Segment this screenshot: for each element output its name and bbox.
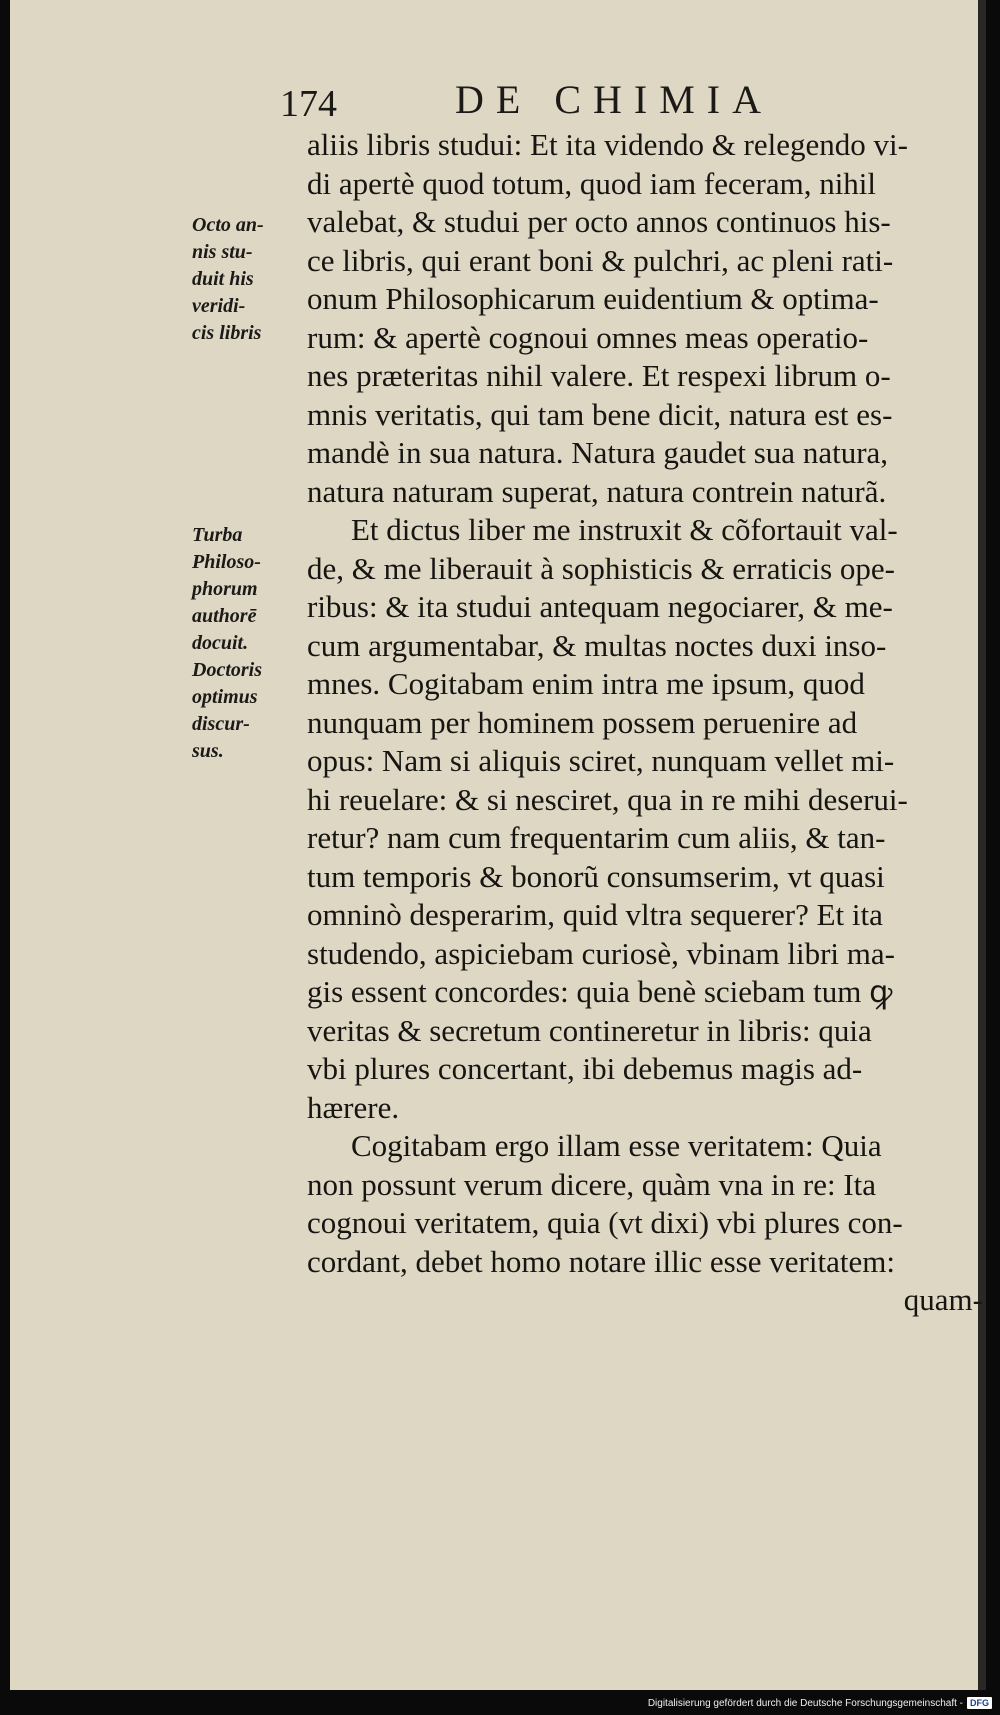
marginal-line: duit his xyxy=(192,268,254,290)
marginal-note-1 xyxy=(192,212,292,347)
text-line: nunquam per hominem possem peruenire ad xyxy=(307,704,858,740)
digitization-credit: Digitalisierung gefördert durch die Deutsche Forschungsgemeinschaft - xyxy=(647,1697,963,1709)
text-line: retur? nam cum frequentarim cum aliis, & tan- xyxy=(307,820,886,855)
marginal-line: docuit. xyxy=(192,632,249,654)
marginal-line: cis libris xyxy=(192,322,262,344)
text-line: mnis veritatis, qui tam bene dicit, natura est es- xyxy=(307,396,893,432)
body-text xyxy=(307,126,983,1320)
text-line: studendo, aspiciebam curiosè, vbinam libri ma- xyxy=(307,935,895,971)
text-line: veritas & secretum contineretur in libris: quia xyxy=(307,1012,872,1048)
text-line: aliis libris studui: Et ita videndo & relegendo vi- xyxy=(307,127,908,162)
text-line: di apertè quod totum, quod iam feceram, nihil xyxy=(307,165,877,201)
text-line: cordant, debet homo notare illic esse veritatem: xyxy=(307,1243,895,1279)
text-line: opus: Nam si aliquis sciret, nunquam vellet mi- xyxy=(307,743,895,778)
marginal-line: optimus xyxy=(192,686,258,708)
text-line: mnes. Cogitabam enim intra me ipsum, quod xyxy=(307,666,865,701)
marginal-line: authorē xyxy=(192,605,257,627)
text-line: vbi plures concertant, ibi debemus magis ad- xyxy=(307,1051,863,1086)
marginal-line: discur- xyxy=(192,713,250,735)
text-line: non possunt verum dicere, quàm vna in re: Ita xyxy=(307,1166,877,1202)
text-line: hærere. xyxy=(307,1089,400,1125)
text-line: de, & me liberauit à sophisticis & erraticis ope- xyxy=(307,550,895,586)
catchword: quam- xyxy=(903,1282,983,1317)
text-line: hi reuelare: & si nesciret, qua in re mihi deserui- xyxy=(307,781,908,817)
text-line: mandè in sua natura. Natura gaudet sua natura, xyxy=(307,435,889,470)
text-line: cum argumentabar, & multas noctes duxi inso- xyxy=(307,627,887,663)
digitization-footer xyxy=(648,1697,992,1709)
page-header xyxy=(280,68,880,128)
page-number: 174 xyxy=(280,83,337,125)
marginal-line: Doctoris xyxy=(192,659,262,681)
text-line: nes præteritas nihil valere. Et respexi librum o- xyxy=(307,358,891,393)
text-line: Et dictus liber me instruxit & cõfortauit val- xyxy=(351,512,898,547)
marginal-line: veridi- xyxy=(192,295,246,317)
marginal-line: Philoso- xyxy=(192,551,261,573)
text-line: gis essent concordes: quia benè sciebam tum ꝙ xyxy=(307,974,893,1009)
text-line: ribus: & ita studui antequam negociarer, & me- xyxy=(307,589,893,624)
marginal-line: nis stu- xyxy=(192,241,253,263)
text-line: omninò desperarim, quid vltra sequerer? Et ita xyxy=(307,897,883,932)
text-line: valebat, & studui per octo annos continuos his- xyxy=(307,204,891,239)
marginal-line: Turba xyxy=(192,524,243,546)
book-page xyxy=(10,0,986,1690)
running-title: DE CHIMIA xyxy=(455,77,773,122)
text-line: cognoui veritatem, quia (vt dixi) vbi plures con- xyxy=(307,1205,903,1240)
marginal-line: phorum xyxy=(192,578,258,600)
text-line: natura naturam superat, natura contrein naturã. xyxy=(307,473,887,509)
marginal-line: Octo an- xyxy=(192,214,264,236)
dfg-logo: DFG xyxy=(967,1697,992,1709)
marginal-line: sus. xyxy=(192,740,224,762)
text-line: tum temporis & bonorũ consumserim, vt quasi xyxy=(307,858,885,894)
marginal-note-2 xyxy=(192,522,292,765)
text-line: Cogitabam ergo illam esse veritatem: Quia xyxy=(351,1128,882,1163)
text-line: onum Philosophicarum euidentium & optima- xyxy=(307,281,879,316)
text-line: ce libris, qui erant boni & pulchri, ac pleni rati- xyxy=(307,242,894,278)
text-line: rum: & apertè cognoui omnes meas operatio- xyxy=(307,319,869,355)
